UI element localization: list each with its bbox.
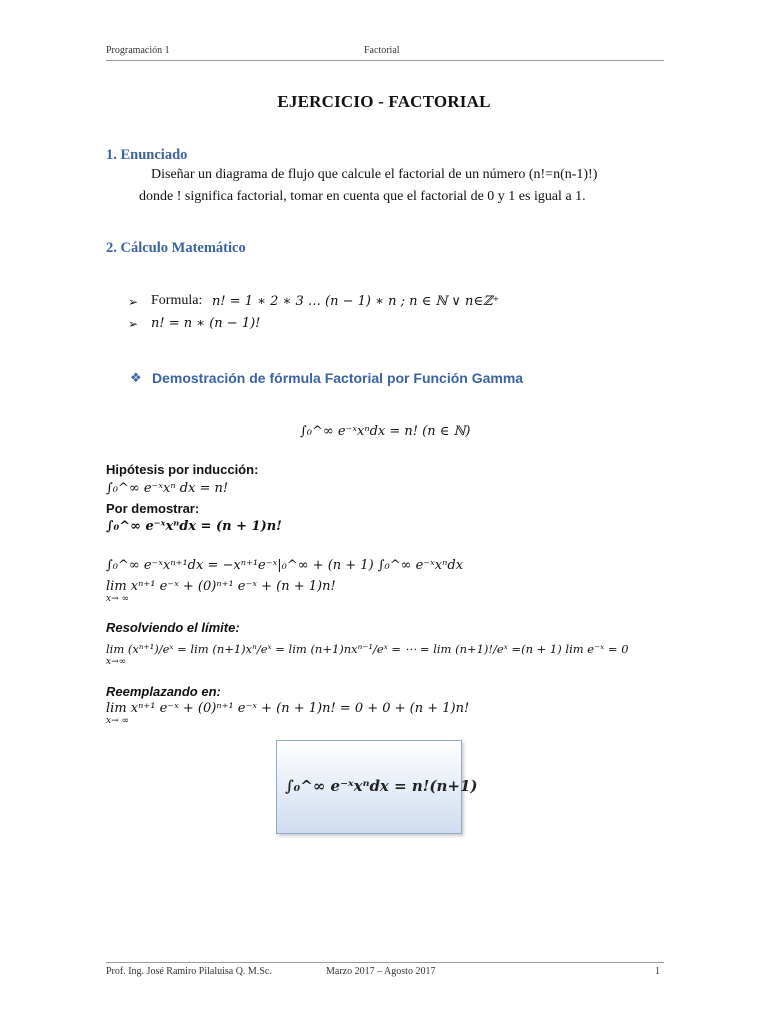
statement-line-1: Diseñar un diagrama de flujo que calcule el factorial de un número (n!=n(n-1)!) bbox=[151, 167, 598, 182]
result-box bbox=[276, 740, 478, 834]
gamma-main-equation: ∫₀^∞ e⁻ˣxⁿdx = n! (n ∈ ℕ) bbox=[300, 424, 471, 439]
factorial-formula: n! = 1 ∗ 2 ∗ 3 … (n − 1) ∗ n ; n ∈ ℕ ∨ n∈ℤ⁺ bbox=[212, 294, 500, 309]
page-title: EJERCICIO - FACTORIAL bbox=[277, 92, 491, 111]
diamond-bullet-icon: ❖ bbox=[130, 371, 142, 386]
limit-equation: lim (xⁿ⁺¹)/eˣ = lim (n+1)xⁿ/eˣ = lim (n+1)nxⁿ⁻¹/eˣ = ⋯ = lim (n+1)!/eˣ =(n + 1) lim e⁻ˣ = 0 bbox=[106, 642, 629, 656]
recursive-formula: n! = n ∗ (n − 1)! bbox=[151, 316, 261, 331]
footer-period: Marzo 2017 – Agosto 2017 bbox=[326, 966, 436, 977]
header-rule bbox=[106, 60, 664, 61]
header-course: Programación 1 bbox=[106, 45, 170, 56]
formula-label: Formula: bbox=[151, 293, 203, 308]
replace-equation: lim xⁿ⁺¹ e⁻ˣ + (0)ⁿ⁺¹ e⁻ˣ + (n + 1)n! = 0 + 0 + (n + 1)n! bbox=[106, 701, 470, 716]
limit-subscript: x→∞ bbox=[106, 657, 127, 667]
hypothesis-label: Hipótesis por inducción: bbox=[106, 462, 259, 477]
prove-equation: ∫₀^∞ e⁻ˣxⁿdx = (n + 1)n! bbox=[106, 519, 282, 534]
replace-subscript: x→ ∞ bbox=[106, 716, 129, 726]
section-2-heading: 2. Cálculo Matemático bbox=[106, 240, 246, 256]
hypothesis-equation: ∫₀^∞ e⁻ˣxⁿ dx = n! bbox=[106, 481, 229, 496]
step-2-equation: lim xⁿ⁺¹ e⁻ˣ + (0)ⁿ⁺¹ e⁻ˣ + (n + 1)n! bbox=[106, 579, 336, 594]
arrow-bullet-icon: ➢ bbox=[128, 317, 139, 331]
step-2-subscript: x→ ∞ bbox=[106, 594, 129, 604]
arrow-bullet-icon: ➢ bbox=[128, 295, 139, 309]
prove-label: Por demostrar: bbox=[106, 501, 200, 516]
page-number: 1 bbox=[655, 966, 660, 977]
footer-rule bbox=[106, 962, 664, 963]
limit-label: Resolviendo el límite: bbox=[106, 620, 240, 635]
section-1-heading: 1. Enunciado bbox=[106, 147, 188, 163]
header-topic: Factorial bbox=[364, 45, 400, 56]
footer-author: Prof. Ing. José Ramiro Pilaluisa Q. M.Sc. bbox=[106, 966, 272, 977]
replace-label: Reemplazando en: bbox=[106, 684, 221, 699]
boxed-equation: ∫₀^∞ e⁻ˣxⁿdx = n!(n+1) bbox=[285, 777, 478, 795]
gamma-heading: Demostración de fórmula Factorial por Función Gamma bbox=[152, 370, 524, 386]
statement-line-2: donde ! significa factorial, tomar en cuenta que el factorial de 0 y 1 es igual a 1. bbox=[139, 189, 586, 204]
step-1-equation: ∫₀^∞ e⁻ˣxⁿ⁺¹dx = −xⁿ⁺¹e⁻ˣ|₀^∞ + (n + 1) ∫₀^∞ e⁻ˣxⁿdx bbox=[106, 558, 464, 573]
